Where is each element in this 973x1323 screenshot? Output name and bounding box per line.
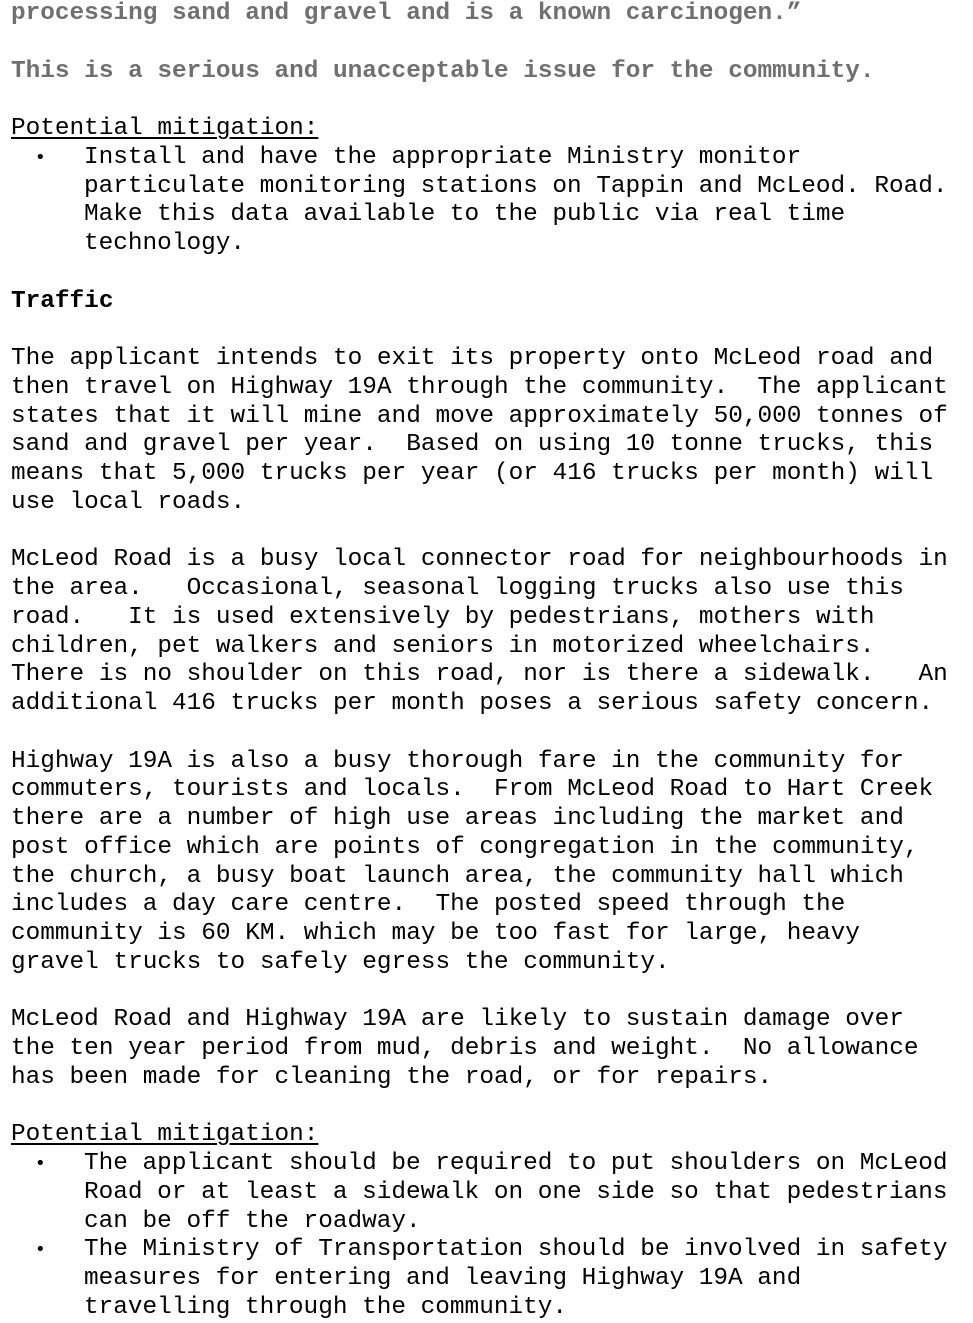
mitigation-item [11,1236,966,1322]
mitigation-item-text: Install and have the appropriate Ministry monitor particulate monitoring stations on Tappin and McLeod. Road. Make this data available to the public via real time technology. [84,143,948,257]
community-issue-statement: This is a serious and unacceptable issue for the community. [11,57,875,85]
mitigation-item-text: The applicant should be required to put shoulders on McLeod Road or at least a sidewalk on one side so that pedestrians can be off the roadway. [84,1150,948,1235]
spacer [11,978,966,1007]
spacer [11,316,966,345]
mitigation-item-text: The Ministry of Transportation should be involved in safety measures for entering and leaving Highway 19A and travelling through the community. [84,1236,948,1321]
quote-tail-text: processing sand and gravel and is a known carcinogen.” [11,0,802,27]
traffic-paragraph-mcleod-road: McLeod Road is a busy local connector road for neighbourhoods in the area. Occasional, seasonal logging trucks also use this road. It is used extensively by pedestrians, mothers with children, pet walkers and seniors in motorized wheelchairs. There is no shoulder on this road, nor is there a sidewalk. An additional 416 trucks per month poses a serious safety concern. [11,546,948,717]
mitigation-item [11,1150,966,1236]
spacer [11,259,966,288]
mitigation-list-2 [11,1150,966,1323]
spacer [11,29,966,58]
bullet-icon: • [35,146,46,168]
mitigation-item [11,144,966,259]
traffic-paragraph-damage: McLeod Road and Highway 19A are likely to sustain damage over the ten year period from mud, debris and weight. No allowance has been made for cleaning the road, or for repairs. [11,1006,919,1091]
bullet-icon: • [35,1153,46,1174]
mitigation-heading-2: Potential mitigation: [11,1121,319,1149]
traffic-paragraph-highway: Highway 19A is also a busy thorough fare in the community for commuters, tourists and locals. From McLeod Road to Hart Creek there are a number of high use areas including the market and post office which are points of congregation in the community, the church, a busy boat launch area, the community hall which includes a day care centre. The posted speed through the community is 60 KM. which may be too fast for large, heavy gravel trucks to safely egress the community. [11,747,934,976]
traffic-paragraph-applicant: The applicant intends to exit its property onto McLeod road and then travel on Highway 19A through the community. The applicant states that it will mine and move approximately 50,000 tonnes of sand and gravel per year. Based on using 10 tonne trucks, this means that 5,000 trucks per year (or 416 trucks per month) will use local roads. [11,345,948,516]
bullet-icon: • [35,1239,46,1261]
spacer [11,1093,966,1122]
traffic-heading: Traffic [11,287,114,315]
spacer [11,719,966,748]
spacer [11,518,966,547]
mitigation-heading-1: Potential mitigation: [11,115,319,142]
spacer [11,86,966,115]
document-page [11,0,966,1323]
mitigation-list-1 [11,144,966,259]
